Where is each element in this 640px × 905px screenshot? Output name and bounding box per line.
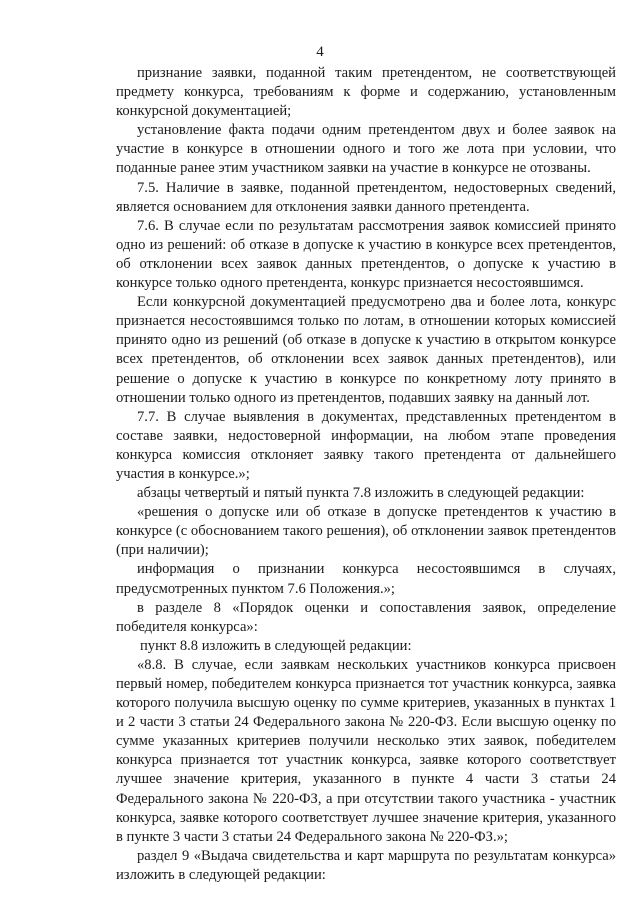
paragraph-rejection-grounds-2: установление факта подачи одним претендентом двух и более заявок на участие в конкурсе в отношении одного и того же лота при условии, что поданные ранее этим участником заявки на участие в конкурсе не отозваны. [116, 122, 616, 177]
paragraph-7-7: 7.7. В случае выявления в документах, представленных претендентом в составе заявки, недостоверной информации, на любом этапе проведения конкурса комиссия отклоняет заявку такого претендента от дальнейшего участия в конкурсе.»; [116, 408, 616, 482]
paragraph-rejection-grounds-1: признание заявки, поданной таким претендентом, не соответствующей предмету конкурса, требованиям к форме и содержанию, установленным конкурсной документацией; [116, 65, 616, 120]
paragraph-7-6: 7.6. В случае если по результатам рассмотрения заявок комиссией принято одно из решений: об отказе в допуске к участию в конкурсе всех претендентов, об отклонении всех заявок данных претендентов, о допуске к участию в конкурсе только одного претендента, конкурс признается несостоявшимся. [116, 217, 616, 292]
document-body [116, 64, 616, 885]
paragraph-section-9: раздел 9 «Выдача свидетельства и карт маршрута по результатам конкурса» изложить в следующей редакции: [116, 847, 616, 883]
paragraph-7-6-lots: Если конкурсной документацией предусмотрено два и более лота, конкурс признается несостоявшимся только по лотам, в отношении которых комиссией принято одно из решений (об отказе в допуске к участию в открытом конкурсе всех претендентов, об отклонении всех заявок данных претендентов), или решение о допуске к участию в конкурсе по конкретному лоту принято в отношении только одного из претендентов, подавших заявку на данный лот. [116, 294, 616, 406]
paragraph-amend-8-8: пункт 8.8 изложить в следующей редакции: [140, 637, 412, 654]
paragraph-7-8-information: информация о признании конкурса несостоявшимся в случаях, предусмотренных пунктом 7.6 Положения.»; [116, 561, 616, 597]
paragraph-8-8: «8.8. В случае, если заявкам нескольких участников конкурса присвоен первый номер, победителем конкурса признается тот участник конкурса, заявка которого получила высшую оценку по сумме критериев, указанных в пунктах 1 и 2 части 3 статьи 24 Федерального закона № 220-ФЗ. Если высшую оценку по сумме указанных критериев получили несколько этих заявок, победителем конкурса признается тот участник конкурса, заявке которого соответствует лучшее значение критерия, указанного в пункте 4 части 3 статьи 24 Федерального закона № 220-ФЗ, а при отсутствии такого участника - участник конкурса, заявке которого соответствует лучшее значение критерия, указанного в пункте 3 части 3 статьи 24 Федерального закона № 220-ФЗ.»; [116, 656, 616, 845]
paragraph-7-8-decisions: «решения о допуске или об отказе в допуске претендентов к участию в конкурсе (с обоснованием такого решения), об отклонении заявок претендентов (при наличии); [116, 504, 616, 559]
page-number: 4 [316, 44, 324, 60]
paragraph-section-8: в разделе 8 «Порядок оценки и сопоставления заявок, определение победителя конкурса»: [116, 599, 616, 635]
paragraph-amend-7-8: абзацы четвертый и пятый пункта 7.8 изложить в следующей редакции: [137, 485, 585, 502]
paragraph-7-5: 7.5. Наличие в заявке, поданной претендентом, недостоверных сведений, является основанием для отклонения заявки данного претендента. [116, 179, 616, 215]
